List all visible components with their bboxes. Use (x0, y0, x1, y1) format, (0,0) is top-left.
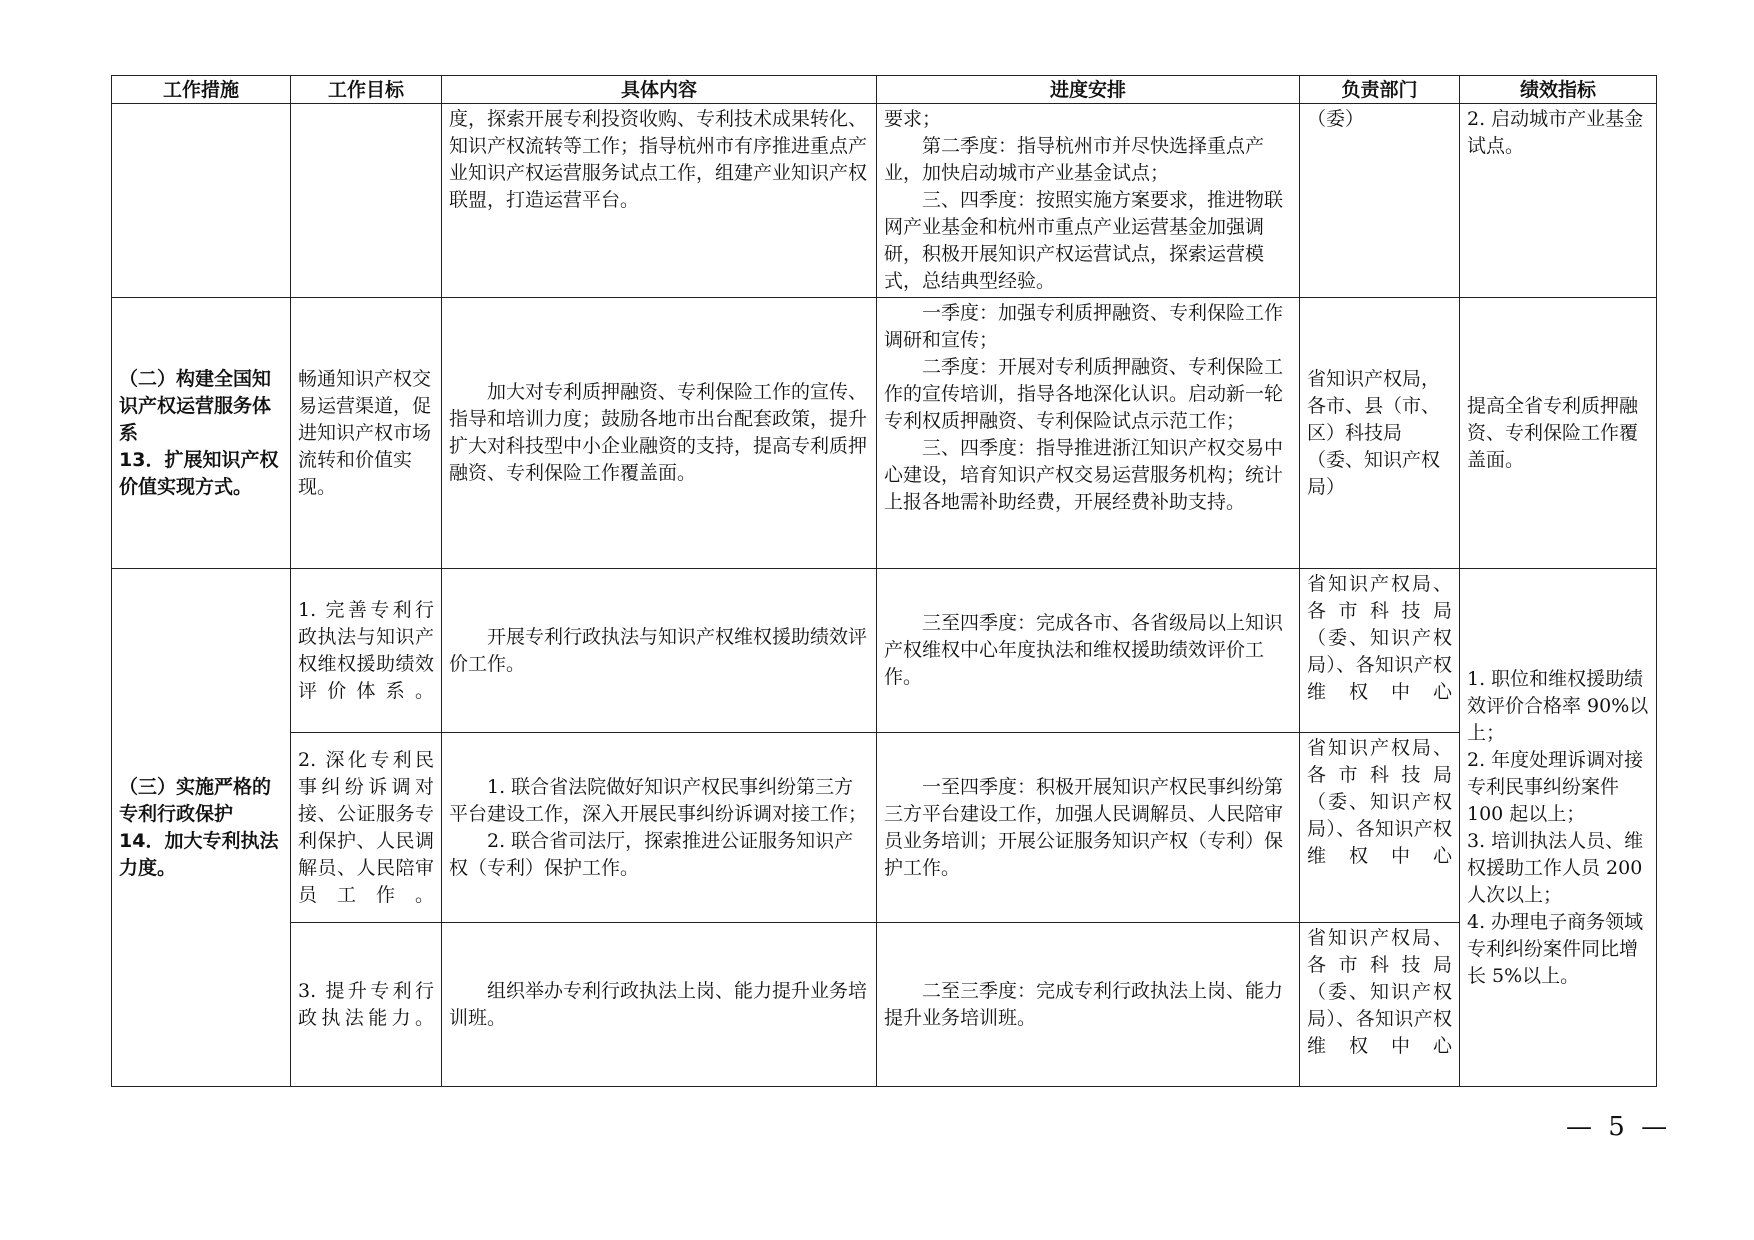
cell-schedule (877, 923, 1300, 1087)
dept-text: 省知识产权局、各市科技局（委、知识产权局）、各知识产权维权中心 (1307, 573, 1452, 703)
schedule-text: 一至四季度：积极开展知识产权民事纠纷第三方平台建设工作，加强人民调解员、人民陪审员业务培训；开展公证服务知识产权（专利）保护工作。 (884, 775, 1284, 879)
content-text: 2. 联合省司法厅，探索推进公证服务知识产权（专利）保护工作。 (449, 829, 854, 879)
cell-content (442, 923, 877, 1087)
goal-text: 畅通知识产权交易运营渠道，促进知识产权市场流转和价值实现。 (298, 367, 432, 498)
measure-heading: （三）实施严格的专利行政保护 (119, 775, 272, 825)
dept-text: 省知识产权局、各市科技局（委、知识产权局）、各知识产权维权中心 (1307, 927, 1452, 1057)
cell-indicator (1460, 298, 1657, 569)
goal-text: 1. 完善专利行政执法与知识产权维权援助绩效评价体系。 (298, 598, 434, 702)
header-schedule: 进度安排 (877, 76, 1300, 104)
cell-dept (1300, 733, 1460, 923)
schedule-text: 要求； (884, 108, 942, 130)
indicator-text: 4. 办理电子商务领域专利纠纷案件同比增长 5%以上。 (1467, 910, 1644, 987)
cell-indicator (1460, 104, 1657, 298)
cell-dept (1300, 569, 1460, 733)
cell-content (442, 733, 877, 923)
cell-indicator (1460, 569, 1657, 1087)
content-text: 组织举办专利行政执法上岗、能力提升业务培训班。 (449, 979, 868, 1029)
schedule-text: 三、四季度：指导推进浙江知识产权交易中心建设，培育知识产权交易运营服务机构；统计上报各地需补助经费，开展经费补助支持。 (884, 437, 1284, 513)
cell-goal (291, 104, 442, 298)
cell-schedule (877, 104, 1300, 298)
cell-dept (1300, 923, 1460, 1087)
table-row (112, 298, 1657, 569)
cell-goal (291, 733, 442, 923)
table-row (112, 923, 1657, 1087)
page-number: — 5 — (1566, 1112, 1672, 1142)
indicator-text: 提高全省专利质押融资、专利保险工作覆盖面。 (1467, 394, 1639, 471)
cell-dept (1300, 298, 1460, 569)
schedule-text: 一季度：加强专利质押融资、专利保险工作调研和宣传； (884, 302, 1284, 351)
header-indicator: 绩效指标 (1460, 76, 1657, 104)
content-text: 加大对专利质押融资、专利保险工作的宣传、指导和培训力度；鼓励各地市出台配套政策，提升扩大对科技型中小企业融资的支持，提高专利质押融资、专利保险工作覆盖面。 (449, 381, 868, 484)
schedule-text: 第二季度：指导杭州市并尽快选择重点产业，加快启动城市产业基金试点； (884, 135, 1265, 184)
table-row (112, 733, 1657, 923)
indicator-text: 1. 职位和维权援助绩效评价合格率 90%以上； (1467, 667, 1649, 744)
cell-measure (112, 298, 291, 569)
indicator-text: 2. 年度处理诉调对接专利民事纠纷案件 100 起以上； (1467, 748, 1644, 825)
measure-item: 14．加大专利执法力度。 (119, 829, 279, 879)
table-row (112, 569, 1657, 733)
dept-text: 省知识产权局、各市科技局（委、知识产权局）、各知识产权维权中心 (1307, 737, 1452, 867)
cell-goal (291, 569, 442, 733)
dept-text: （委） (1307, 108, 1365, 130)
indicator-text: 2. 启动城市产业基金试点。 (1467, 108, 1644, 157)
cell-schedule (877, 733, 1300, 923)
schedule-text: 三至四季度：完成各市、各省级局以上知识产权维权中心年度执法和维权援助绩效评价工作。 (884, 612, 1284, 688)
header-dept: 负责部门 (1300, 76, 1460, 104)
cell-measure (112, 104, 291, 298)
measure-item: 13．扩展知识产权价值实现方式。 (119, 448, 279, 498)
table-header-row (112, 76, 1657, 104)
content-text: 度，探索开展专利投资收购、专利技术成果转化、知识产权流转等工作；指导杭州市有序推进重点产业知识产权运营服务试点工作，组建产业知识产权联盟，打造运营平台。 (449, 108, 868, 211)
goal-text: 3. 提升专利行政执法能力。 (298, 979, 434, 1029)
cell-dept (1300, 104, 1460, 298)
schedule-text: 二至三季度：完成专利行政执法上岗、能力提升业务培训班。 (884, 979, 1284, 1029)
schedule-text: 三、四季度：按照实施方案要求，推进物联网产业基金和杭州市重点产业运营基金加强调研，积极开展知识产权运营试点，探索运营模式，总结典型经验。 (884, 189, 1284, 292)
dept-text: 省知识产权局，各市、县（市、区）科技局（委、知识产权局） (1307, 367, 1441, 498)
work-plan-table (111, 75, 1657, 1087)
content-text: 开展专利行政执法与知识产权维权援助绩效评价工作。 (449, 625, 868, 675)
header-measure: 工作措施 (112, 76, 291, 104)
header-goal: 工作目标 (291, 76, 442, 104)
goal-text: 2. 深化专利民事纠纷诉调对接、公证服务专利保护、人民调解员、人民陪审员工作。 (298, 748, 434, 906)
cell-schedule (877, 298, 1300, 569)
content-text: 1. 联合省法院做好知识产权民事纠纷第三方平台建设工作，深入开展民事纠纷诉调对接工作； (449, 775, 868, 825)
table-row (112, 104, 1657, 298)
indicator-text: 3. 培训执法人员、维权援助工作人员 200 人次以上； (1467, 829, 1644, 906)
header-content: 具体内容 (442, 76, 877, 104)
cell-content (442, 569, 877, 733)
cell-measure (112, 569, 291, 1087)
schedule-text: 二季度：开展对专利质押融资、专利保险工作的宣传培训，指导各地深化认识。启动新一轮专利权质押融资、专利保险试点示范工作； (884, 356, 1284, 432)
cell-content (442, 104, 877, 298)
cell-goal (291, 923, 442, 1087)
cell-schedule (877, 569, 1300, 733)
cell-goal (291, 298, 442, 569)
measure-heading: （二）构建全国知识产权运营服务体系 (119, 367, 272, 444)
cell-content (442, 298, 877, 569)
